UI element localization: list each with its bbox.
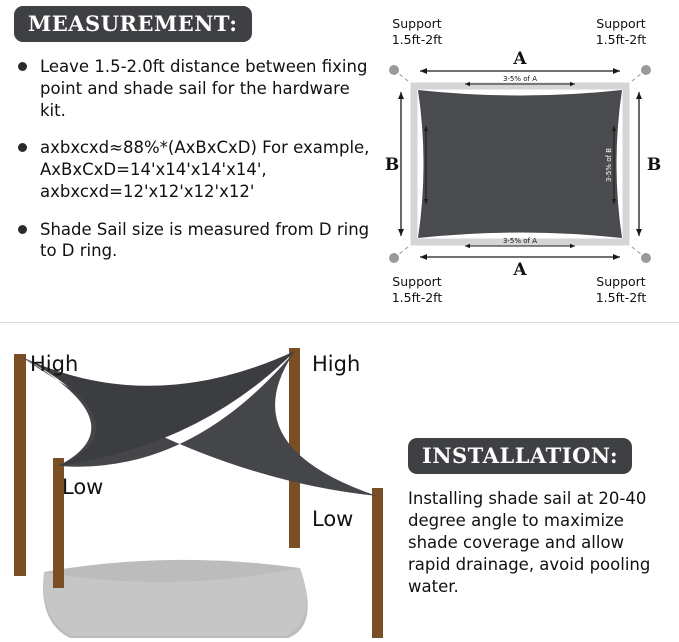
measurement-diagram-svg bbox=[370, 8, 670, 308]
measurement-heading: MEASUREMENT: bbox=[14, 6, 252, 42]
support-label-bottom-right bbox=[578, 274, 664, 305]
installation-illustration bbox=[0, 326, 400, 638]
measurement-diagram bbox=[370, 8, 670, 308]
list-item bbox=[14, 137, 374, 202]
list-item-text: Leave 1.5-2.0ft distance between fixing point and shade sail for the hardware kit. bbox=[40, 57, 368, 120]
dimension-bottom-tolerance: 3-5% of A bbox=[502, 237, 538, 245]
support-label-line1: Support bbox=[596, 16, 646, 31]
support-label-bottom-left bbox=[374, 274, 460, 305]
bullet-dot-icon bbox=[18, 225, 27, 234]
support-label-line1: Support bbox=[392, 16, 442, 31]
list-item bbox=[14, 219, 374, 263]
dimension-bottom-label: A bbox=[513, 260, 527, 280]
post-low-right-front bbox=[372, 496, 383, 638]
label-low-left: Low bbox=[62, 475, 104, 499]
list-item-text: axbxcxd≈88%*(AxBxCxD) For example, AxBxCxD=14'x14'x14'x14', axbxcxd=12'x12'x12'x12' bbox=[40, 138, 370, 201]
support-label-top-right bbox=[578, 16, 664, 47]
bullet-dot-icon bbox=[18, 62, 27, 71]
dimension-top-label: A bbox=[513, 49, 527, 69]
dimension-left-label: B bbox=[384, 155, 400, 175]
label-low-right: Low bbox=[312, 507, 354, 531]
measurement-bullet-list bbox=[14, 56, 374, 262]
support-label-line2: 1.5ft-2ft bbox=[391, 289, 443, 305]
dimension-top-tolerance: 3-5% of A bbox=[502, 75, 538, 83]
dimension-top bbox=[420, 49, 620, 86]
measurement-section bbox=[14, 6, 374, 278]
support-label-line2: 1.5ft-2ft bbox=[595, 31, 647, 47]
list-item bbox=[14, 56, 374, 121]
dimension-left-tolerance: 3-5% of B bbox=[417, 147, 425, 183]
label-high-right: High bbox=[312, 352, 361, 376]
installation-heading: INSTALLATION: bbox=[408, 438, 632, 474]
support-label-top-left bbox=[374, 16, 460, 47]
installation-section bbox=[408, 438, 668, 599]
post-high-left bbox=[14, 354, 26, 576]
installation-body: Installing shade sail at 20-40 degree angle to maximize shade coverage and allow rapid drainage, avoid pooling water. bbox=[408, 489, 651, 597]
label-high-left: High bbox=[30, 352, 79, 376]
dimension-right-label: B bbox=[646, 155, 662, 175]
list-item-text: Shade Sail size is measured from D ring to D ring. bbox=[40, 219, 370, 261]
section-divider bbox=[0, 322, 679, 323]
support-label-line1: Support bbox=[392, 274, 442, 289]
support-label-line2: 1.5ft-2ft bbox=[595, 289, 647, 305]
installation-illustration-svg bbox=[0, 326, 400, 638]
shade-sail-shape bbox=[418, 90, 622, 238]
bullet-dot-icon bbox=[18, 143, 27, 152]
support-label-line2: 1.5ft-2ft bbox=[391, 31, 443, 47]
support-label-line1: Support bbox=[596, 274, 646, 289]
dimension-right-tolerance: 3-5% of B bbox=[605, 147, 613, 183]
